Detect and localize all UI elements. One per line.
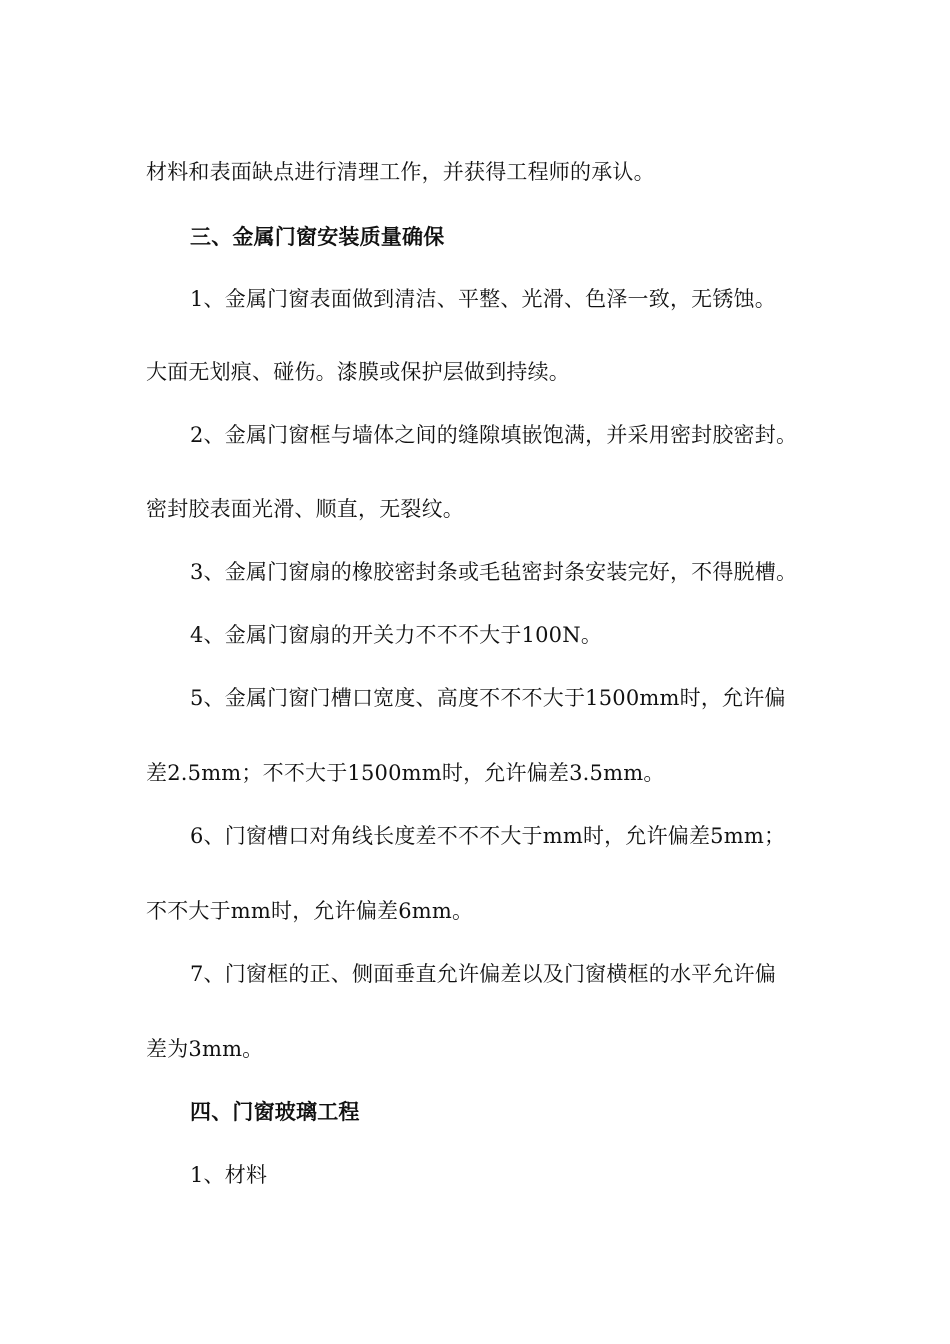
paragraph-line: 6、门窗槽口对角线长度差不不不大于mm时，允许偏差5mm； xyxy=(190,824,786,848)
paragraph-line: 材料和表面缺点进行清理工作，并获得工程师的承认。 xyxy=(146,160,655,184)
paragraph-line: 大面无划痕、碰伤。漆膜或保护层做到持续。 xyxy=(146,360,570,384)
paragraph-line: 4、金属门窗扇的开关力不不不大于100N。 xyxy=(190,623,603,647)
paragraph-line: 不不大于mm时，允许偏差6mm。 xyxy=(146,899,474,923)
paragraph-line: 差2.5mm；不不大于1500mm时，允许偏差3.5mm。 xyxy=(146,761,665,785)
paragraph-line: 1、材料 xyxy=(190,1163,268,1187)
section-heading: 四、门窗玻璃工程 xyxy=(190,1099,360,1124)
paragraph-line: 密封胶表面光滑、顺直，无裂纹。 xyxy=(146,497,464,521)
paragraph-line: 7、门窗框的正、侧面垂直允许偏差以及门窗横框的水平允许偏 xyxy=(190,962,776,986)
section-heading: 三、金属门窗安装质量确保 xyxy=(190,224,445,249)
paragraph-line: 1、金属门窗表面做到清洁、平整、光滑、色泽一致，无锈蚀。 xyxy=(190,287,776,311)
paragraph-line: 5、金属门窗门槽口宽度、高度不不不大于1500mm时，允许偏 xyxy=(190,686,786,710)
paragraph-line: 3、金属门窗扇的橡胶密封条或毛毡密封条安装完好，不得脱槽。 xyxy=(190,560,798,584)
paragraph-line: 差为3mm。 xyxy=(146,1037,264,1061)
paragraph-line: 2、金属门窗框与墙体之间的缝隙填嵌饱满，并采用密封胶密封。 xyxy=(190,423,798,447)
